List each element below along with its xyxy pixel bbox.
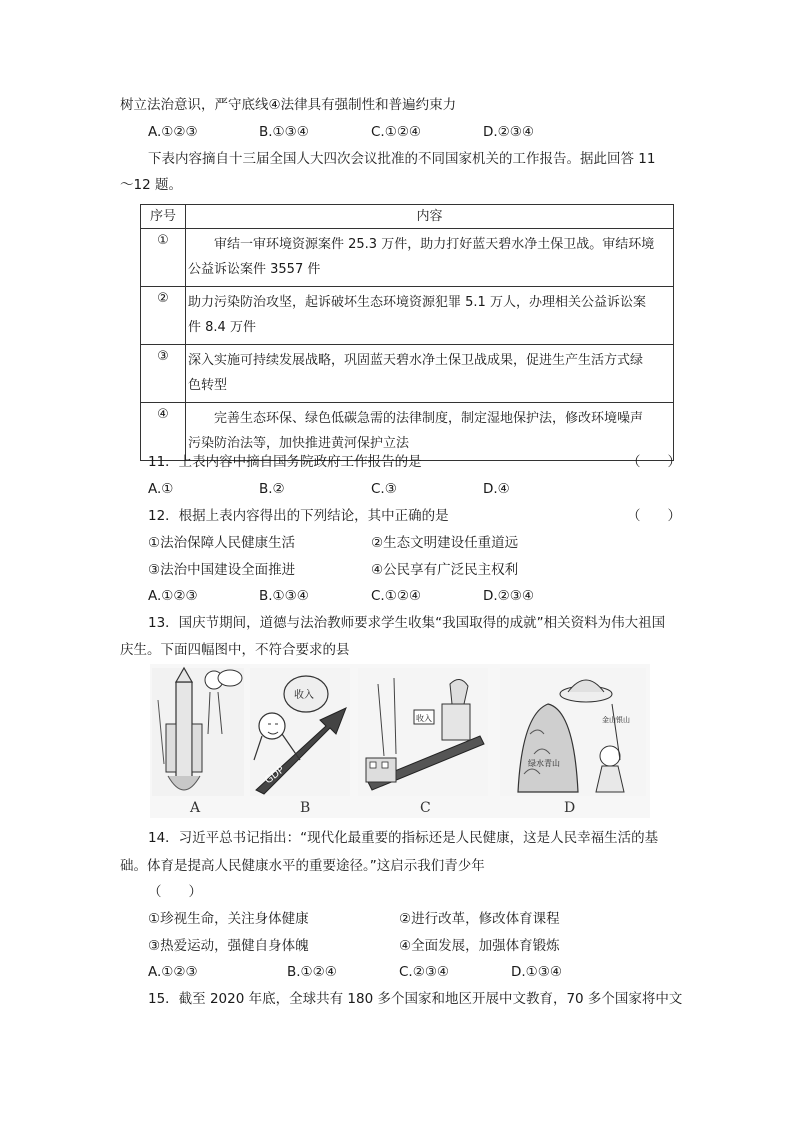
cartoon-panel-d[interactable] bbox=[500, 668, 646, 796]
q14-answer-blank[interactable]: （ ） bbox=[148, 884, 202, 900]
row-content-line-1: 深入实施可持续发展战略，巩固蓝天碧水净土保卫战成果，促进生产生活方式绿 bbox=[188, 353, 644, 368]
intro-line: 树立法治意识，严守底线④法律具有强制性和普遍约束力 bbox=[120, 97, 457, 113]
table-row bbox=[141, 287, 674, 345]
achievement-cartoons bbox=[150, 664, 650, 818]
row-number: ④ bbox=[141, 403, 186, 461]
q14-option-b[interactable]: B.①②④ bbox=[287, 964, 337, 980]
table-intro-line-1: 下表内容摘自十三届全国人大四次会议批准的不同国家机关的工作报告。据此回答 11 bbox=[148, 151, 656, 167]
q14-option-a[interactable]: A.①②③ bbox=[148, 964, 198, 980]
q12-option-c[interactable]: C.①②④ bbox=[371, 588, 422, 604]
q14-statement-4: ④全面发展，加强体育锻炼 bbox=[399, 938, 560, 954]
income-bag-label: 收入 bbox=[294, 690, 314, 701]
gold-mountain-label: 金山银山 bbox=[602, 716, 630, 724]
q12-answer-blank[interactable]: （ ） bbox=[627, 508, 681, 524]
row-content-line-2: 色转型 bbox=[188, 378, 228, 393]
row-content-line-2: 污染防治法等，加快推进黄河保护立法 bbox=[188, 436, 410, 451]
table-header-content: 内容 bbox=[186, 205, 674, 229]
q12-statement-1: ①法治保障人民健康生活 bbox=[148, 535, 296, 551]
q10-option-d[interactable]: D.②③④ bbox=[483, 124, 534, 140]
table-row bbox=[141, 345, 674, 403]
row-content-line-1: 审结一审环境资源案件 25.3 万件，助力打好蓝天碧水净土保卫战。审结环境 bbox=[214, 237, 655, 252]
cartoon-label-d: D bbox=[564, 800, 576, 816]
q14-stem-line-1: 14．习近平总书记指出：“现代化最重要的指标还是人民健康，这是人民幸福生活的基 bbox=[148, 830, 659, 846]
q14-statement-2: ②进行改革，修改体育课程 bbox=[399, 911, 560, 927]
q12-stem: 12．根据上表内容得出的下列结论，其中正确的是 bbox=[148, 508, 449, 524]
row-content bbox=[186, 287, 674, 345]
row-content-line-1: 完善生态环保、绿色低碳急需的法律制度，制定湿地保护法，修改环境噪声 bbox=[214, 411, 644, 426]
q14-option-d[interactable]: D.①③④ bbox=[511, 964, 562, 980]
q12-option-d[interactable]: D.②③④ bbox=[483, 588, 534, 604]
q12-option-a[interactable]: A.①②③ bbox=[148, 588, 198, 604]
row-content-line-1: 助力污染防治攻坚，起诉破坏生态环境资源犯罪 5.1 万人，办理相关公益诉讼案 bbox=[188, 295, 646, 310]
row-number: ② bbox=[141, 287, 186, 345]
q12-statement-3: ③法治中国建设全面推进 bbox=[148, 562, 296, 578]
cartoon-panel-b[interactable] bbox=[250, 668, 350, 796]
cartoon-label-b: B bbox=[300, 800, 311, 816]
gdp-arrow-label: GDP bbox=[263, 764, 287, 787]
table-row bbox=[141, 229, 674, 287]
cartoon-label-c: C bbox=[420, 800, 431, 816]
cartoon-panel-a[interactable] bbox=[152, 668, 244, 796]
q11-answer-blank[interactable]: （ ） bbox=[627, 454, 681, 470]
row-content-line-2: 公益诉讼案件 3557 件 bbox=[188, 262, 321, 277]
q14-statement-3: ③热爱运动，强健自身体魄 bbox=[148, 938, 309, 954]
q11-option-c[interactable]: C.③ bbox=[371, 481, 397, 497]
row-number: ③ bbox=[141, 345, 186, 403]
q14-option-c[interactable]: C.②③④ bbox=[399, 964, 450, 980]
cartoon-panel-c[interactable] bbox=[358, 668, 488, 796]
q13-stem-line-2: 庆生。下面四幅图中，不符合要求的县 bbox=[120, 642, 350, 658]
row-number: ① bbox=[141, 229, 186, 287]
q10-option-c[interactable]: C.①②④ bbox=[371, 124, 422, 140]
q14-stem-line-2: 础。体育是提高人民健康水平的重要途径。”这启示我们青少年 bbox=[120, 858, 485, 874]
q11-stem: 11．上表内容中摘自国务院政府工作报告的是 bbox=[148, 454, 422, 470]
q15-stem-line-1: 15．截至 2020 年底，全球共有 180 多个国家和地区开展中文教育，70 多个国家将中文 bbox=[148, 991, 683, 1007]
row-content-line-2: 件 8.4 万件 bbox=[188, 320, 256, 335]
q10-option-b[interactable]: B.①③④ bbox=[259, 124, 309, 140]
row-content bbox=[186, 229, 674, 287]
row-content bbox=[186, 345, 674, 403]
work-report-table bbox=[140, 204, 674, 461]
q12-statement-4: ④公民享有广泛民主权利 bbox=[371, 562, 519, 578]
table-header-num: 序号 bbox=[141, 205, 186, 229]
cartoon-label-a: A bbox=[190, 800, 201, 816]
green-mountain-label: 绿水青山 bbox=[528, 759, 560, 768]
table-intro-line-2: ～12 题。 bbox=[120, 177, 182, 193]
q14-statement-1: ①珍视生命，关注身体健康 bbox=[148, 911, 309, 927]
q13-stem-line-1: 13．国庆节期间，道德与法治教师要求学生收集“我国取得的成就”相关资料为伟大祖国 bbox=[148, 615, 666, 631]
income-sign-label: 收入 bbox=[416, 714, 432, 723]
table-header-row bbox=[141, 205, 674, 229]
q12-option-b[interactable]: B.①③④ bbox=[259, 588, 309, 604]
q11-option-b[interactable]: B.② bbox=[259, 481, 285, 497]
q12-statement-2: ②生态文明建设任重道远 bbox=[371, 535, 519, 551]
q11-option-a[interactable]: A.① bbox=[148, 481, 174, 497]
q10-option-a[interactable]: A.①②③ bbox=[148, 124, 198, 140]
q11-option-d[interactable]: D.④ bbox=[483, 481, 510, 497]
